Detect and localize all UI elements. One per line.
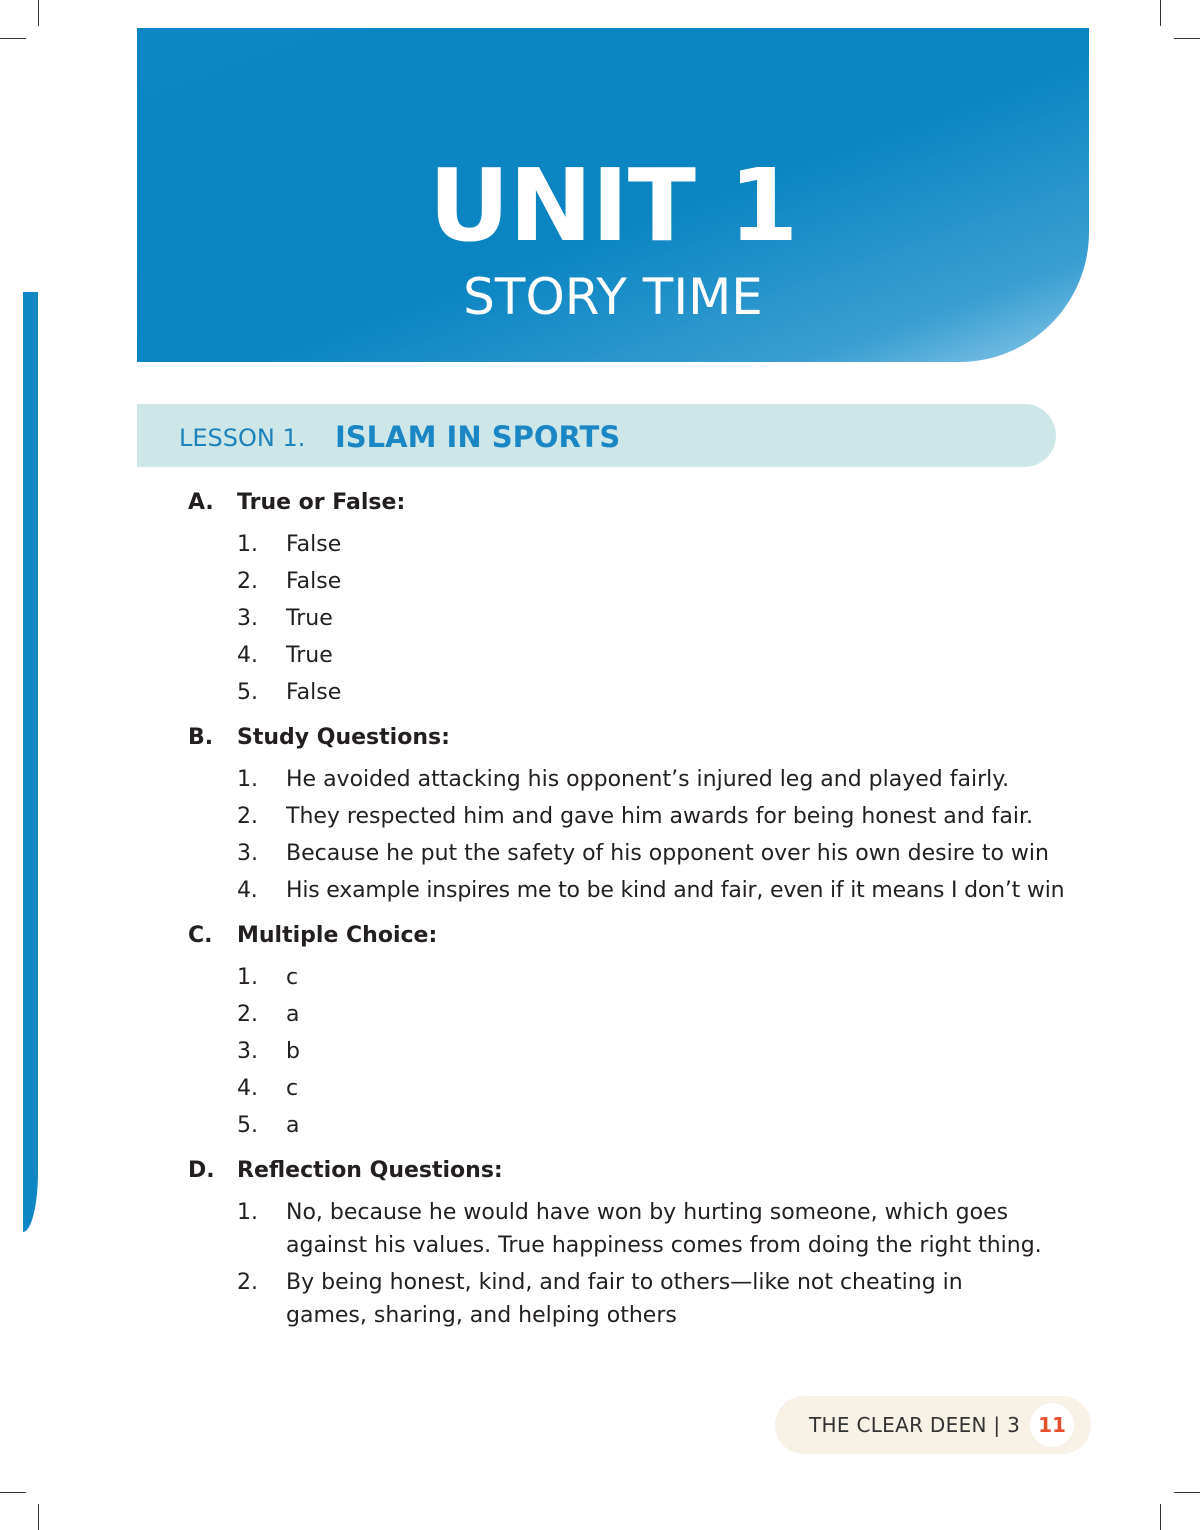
section-letter: B. bbox=[188, 725, 214, 750]
lesson-header bbox=[137, 404, 1056, 467]
item-number: 3. bbox=[237, 606, 258, 631]
section-letter: D. bbox=[188, 1158, 215, 1183]
page-footer bbox=[775, 1396, 1091, 1454]
answer-item bbox=[188, 998, 1088, 1031]
page-number: 11 bbox=[1030, 1403, 1074, 1447]
answer-item bbox=[188, 800, 1088, 833]
item-number: 2. bbox=[237, 1270, 258, 1295]
item-text: b bbox=[286, 1039, 300, 1064]
book-title: THE CLEAR DEEN | 3 bbox=[809, 1413, 1021, 1437]
answer-item bbox=[188, 1196, 1046, 1262]
item-text: By being honest, kind, and fair to others—like not cheating in games, sharing, and helping others bbox=[286, 1270, 963, 1328]
item-text: True bbox=[286, 643, 333, 668]
item-number: 4. bbox=[237, 643, 258, 668]
answer-item bbox=[188, 1109, 1088, 1142]
item-text: True bbox=[286, 606, 333, 631]
answer-item bbox=[188, 874, 1088, 907]
section-letter: C. bbox=[188, 923, 213, 948]
item-text: His example inspires me to be kind and fair, even if it means I don’t win bbox=[286, 878, 1065, 903]
section-title: True or False: bbox=[237, 490, 406, 515]
section-title: Multiple Choice: bbox=[237, 923, 438, 948]
item-number: 4. bbox=[237, 1076, 258, 1101]
section-heading bbox=[188, 490, 1088, 524]
section-title: Reflection Questions: bbox=[237, 1158, 503, 1183]
answer-item bbox=[188, 676, 1088, 709]
answer-item bbox=[188, 837, 1088, 870]
answer-list bbox=[188, 528, 1088, 709]
item-number: 2. bbox=[237, 1002, 258, 1027]
item-number: 4. bbox=[237, 878, 258, 903]
section-true-false bbox=[188, 490, 1088, 713]
item-text: False bbox=[286, 532, 342, 557]
section-heading bbox=[188, 725, 1088, 759]
section-study-questions bbox=[188, 725, 1088, 911]
answer-item bbox=[188, 565, 1088, 598]
answer-item bbox=[188, 1072, 1088, 1105]
section-reflection-questions bbox=[188, 1158, 1048, 1336]
item-text: False bbox=[286, 569, 342, 594]
unit-title: UNIT 1 bbox=[428, 147, 798, 264]
crop-mark bbox=[1174, 1492, 1200, 1493]
answer-item bbox=[188, 528, 1088, 561]
answer-list bbox=[188, 763, 1088, 907]
side-accent-bar bbox=[23, 292, 38, 1232]
crop-mark bbox=[38, 0, 39, 26]
section-multiple-choice bbox=[188, 923, 1088, 1146]
answer-item bbox=[188, 1266, 1046, 1332]
unit-subtitle: STORY TIME bbox=[463, 268, 763, 326]
item-text: They respected him and gave him awards for being honest and fair. bbox=[286, 804, 1034, 829]
item-number: 1. bbox=[237, 767, 258, 792]
item-number: 1. bbox=[237, 965, 258, 990]
answer-item bbox=[188, 763, 1088, 796]
answer-list bbox=[188, 961, 1088, 1142]
item-text: c bbox=[286, 965, 299, 990]
item-number: 2. bbox=[237, 804, 258, 829]
crop-mark bbox=[1160, 0, 1161, 26]
section-heading bbox=[188, 1158, 1048, 1192]
item-number: 5. bbox=[237, 680, 258, 705]
item-text: a bbox=[286, 1002, 300, 1027]
item-text: He avoided attacking his opponent’s injured leg and played fairly. bbox=[286, 767, 1010, 792]
section-heading bbox=[188, 923, 1088, 957]
crop-mark bbox=[1174, 38, 1200, 39]
lesson-label: LESSON 1. bbox=[179, 424, 306, 452]
item-number: 5. bbox=[237, 1113, 258, 1138]
crop-mark bbox=[38, 1504, 39, 1530]
item-number: 3. bbox=[237, 841, 258, 866]
answer-item bbox=[188, 639, 1088, 672]
item-text: c bbox=[286, 1076, 299, 1101]
item-text: Because he put the safety of his opponent over his own desire to win bbox=[286, 841, 1049, 866]
answer-list bbox=[188, 1196, 1048, 1332]
item-text: False bbox=[286, 680, 342, 705]
answer-item bbox=[188, 1035, 1088, 1068]
item-number: 1. bbox=[237, 1200, 258, 1225]
crop-mark bbox=[0, 1492, 26, 1493]
crop-mark bbox=[1160, 1504, 1161, 1530]
lesson-title: ISLAM IN SPORTS bbox=[335, 420, 621, 454]
section-letter: A. bbox=[188, 490, 214, 515]
section-title: Study Questions: bbox=[237, 725, 450, 750]
item-number: 3. bbox=[237, 1039, 258, 1064]
answer-item bbox=[188, 961, 1088, 994]
item-text: No, because he would have won by hurting someone, which goes against his values. True happiness comes from doing the right thing. bbox=[286, 1200, 1042, 1258]
item-number: 2. bbox=[237, 569, 258, 594]
item-text: a bbox=[286, 1113, 300, 1138]
item-number: 1. bbox=[237, 532, 258, 557]
crop-mark bbox=[0, 38, 26, 39]
answer-item bbox=[188, 602, 1088, 635]
unit-banner bbox=[137, 28, 1089, 362]
